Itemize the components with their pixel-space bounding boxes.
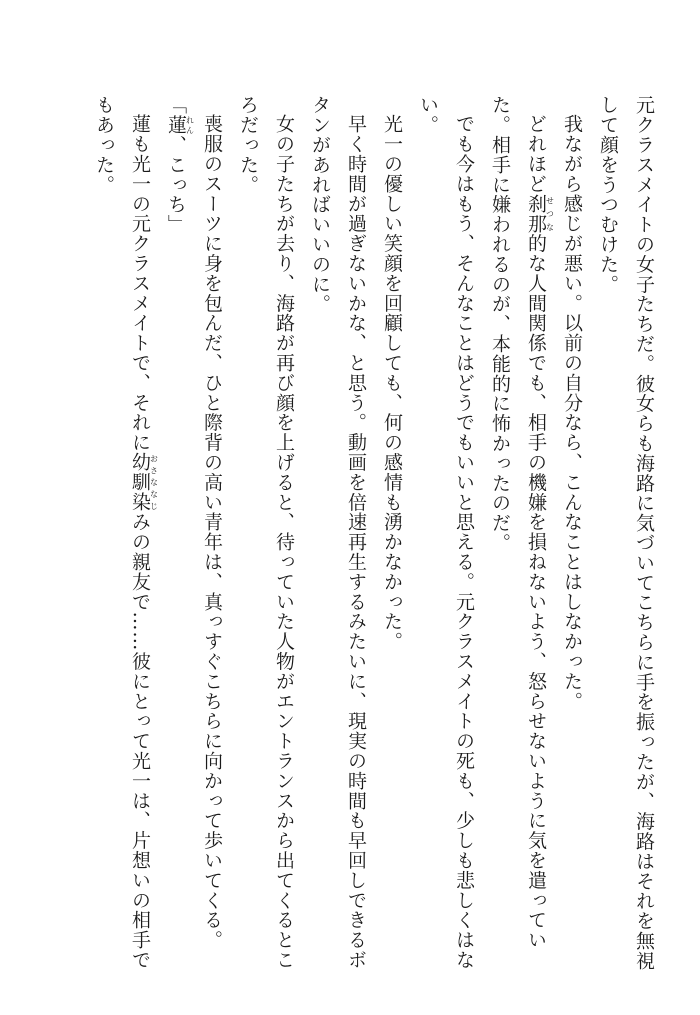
paragraph bbox=[230, 95, 302, 975]
vertical-text-body bbox=[32, 95, 662, 975]
paragraph bbox=[158, 95, 194, 975]
ruby-reading: せつな bbox=[545, 193, 555, 234]
ruby-base: 幼馴染 bbox=[129, 452, 151, 513]
text-run: 的な人間関係でも、相手の機嫌を損ねないよう、怒らせないように気を遣っていた。相手に嫌われるのが、本能的に怖かったのだ。 bbox=[489, 95, 547, 950]
paragraph bbox=[194, 95, 230, 975]
ruby-reading: おさななじ bbox=[149, 452, 159, 513]
ruby-base: 刹那 bbox=[525, 193, 547, 234]
text-run: 蓮も光一の元クラスメイトで、それに bbox=[129, 114, 151, 453]
paragraph bbox=[482, 95, 554, 975]
text-run: どれほど bbox=[525, 114, 547, 194]
ruby-base: 蓮 bbox=[165, 114, 187, 135]
ruby-annotation bbox=[165, 114, 195, 135]
paragraph bbox=[302, 95, 374, 975]
paragraph bbox=[554, 95, 590, 975]
text-run: 光一の優しい笑顔を回顧しても、何の感情も湧かなかった。 bbox=[381, 114, 403, 652]
paragraph bbox=[374, 95, 410, 975]
ruby-annotation bbox=[525, 193, 555, 234]
text-run: でも今はもう、そんなことはどうでもいいと思える。元クラスメイトの死も、少しも悲しくはない。 bbox=[417, 95, 475, 970]
ruby-reading: れん bbox=[185, 114, 195, 135]
paragraph bbox=[590, 95, 662, 975]
text-run: 女の子たちが去り、海路が再び顔を上げると、待っていた人物がエントランスから出てくるところだった。 bbox=[237, 95, 295, 970]
text-run: 元クラスメイトの女子たちだ。彼女らも海路に気づいてこちらに手を振ったが、海路はそれを無視して顔をうつむけた。 bbox=[597, 95, 655, 971]
text-run: 喪服のスーツに身を包んだ、ひと際背の高い青年は、真っすぐこちらに向かって歩いてくる。 bbox=[201, 114, 223, 950]
text-run: 「 bbox=[165, 95, 187, 115]
text-run: 我ながら感じが悪い。以前の自分なら、こんなことはしなかった。 bbox=[561, 114, 583, 711]
ruby-annotation bbox=[129, 452, 159, 513]
text-run: 早く時間が過ぎないかな、と思う。動画を倍速再生するみたいに、現実の時間も早回しできるボタンがあればいいのに。 bbox=[309, 95, 367, 970]
paragraph bbox=[86, 95, 158, 975]
text-run: 、こっち」 bbox=[165, 134, 187, 235]
text-run: みの親友で……彼にとって光一は、片想いの相手でもあった。 bbox=[93, 95, 151, 970]
paragraph bbox=[410, 95, 482, 975]
